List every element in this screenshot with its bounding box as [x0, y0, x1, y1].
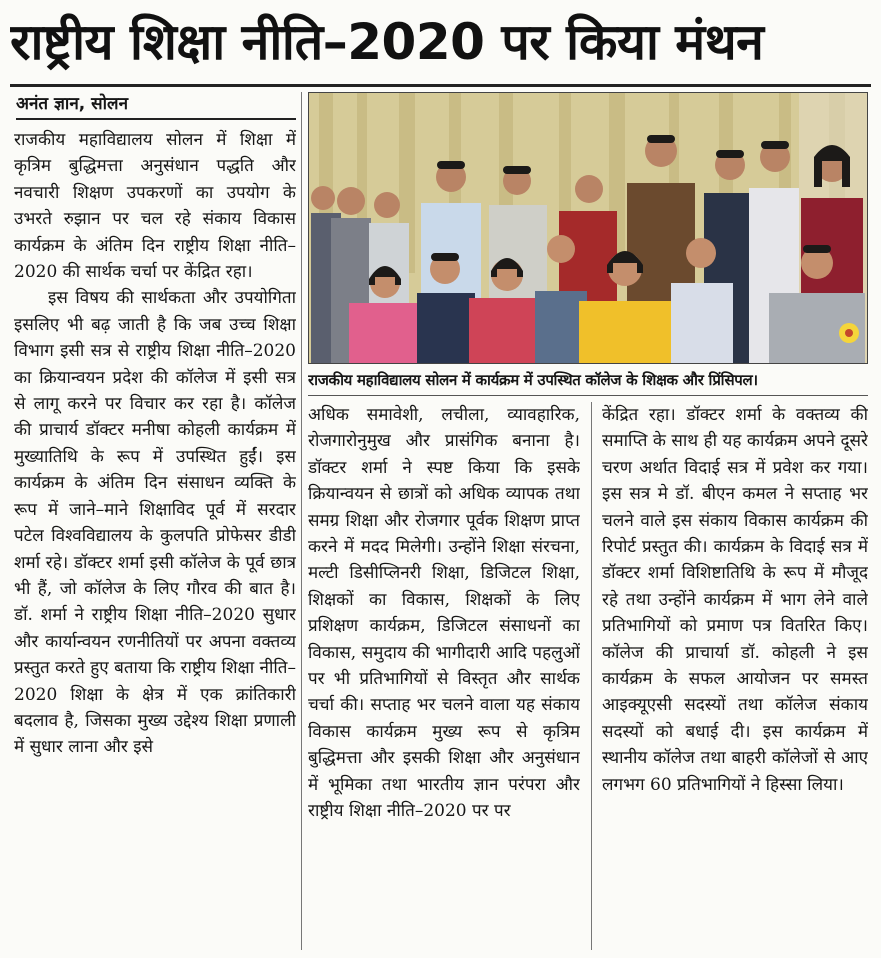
article-column-2: [308, 402, 580, 950]
column-1-paragraph-2: इस विषय की सार्थकता और उपयोगिता इसलिए भी बढ़ जाती है कि जब उच्च शिक्षा विभाग इसी सत्र से राष्ट्रीय शिक्षा नीति–2020 का क्रियान्वयन प्रदेश की कॉलेज में इसी सत्र से लागू करने पर विचार कर रहा है। कॉलेज की प्राचार्य डॉक्टर मनीषा कोहली कार्यक्रम में मुख्यातिथि के रूप में उपस्थित हुईं। इस कार्यक्रम के अंतिम दिन संसाधन व्यक्ति के रूप में जाने–माने शिक्षाविद पूर्व में सरदार पटेल विश्वविद्यालय के कुलपति प्रोफेसर डीडी शर्मा रहे। डॉक्टर शर्मा इसी कॉलेज के पूर्व छात्र भी हैं, जो कॉलेज के लिए गौरव की बात है। डॉ. शर्मा ने राष्ट्रीय शिक्षा नीति–2020 सुधार और कार्यान्वयन रणनीतियों पर अपना वक्तव्य प्रस्तुत करते हुए बताया कि राष्ट्रीय शिक्षा नीति–2020 शिक्षा के क्षेत्र में एक क्रांतिकारी बदलाव है, जिसका मुख्य उद्देश्य शिक्षा प्रणाली में सुधार लाना और इसे: [14, 288, 296, 758]
column-divider-2: [591, 402, 592, 950]
byline: अनंत ज्ञान, सोलन: [16, 94, 128, 114]
column-2-text: अधिक समावेशी, लचीला, व्यावहारिक, रोजगारोनुमुख और प्रासंगिक बनाना है। डॉक्टर शर्मा ने स्पष्ट किया कि इसके क्रियान्वयन से छात्रों को अधिक व्यापक तथा समग्र शिक्षा और रोजगार पूर्वक शिक्षण प्राप्त करने में मदद मिलेगी। उन्होंने शिक्षा संरचना, मल्टी डिसीप्लिनरी शिक्षा, डिजिटल शिक्षा, शिक्षकों का विकास, शिक्षकों के लिए प्रशिक्षण कार्यक्रम, डिजिटल संसाधनों का विकास, समुदाय की भागीदारी आदि पहलुओं पर भी प्रतिभागियों से विस्तृत और सार्थक चर्चा की। सप्ताह भर चलने वाला यह संकाय विकास कार्यक्रम मुख्य रूप से कृत्रिम बुद्धिमत्ता और इसकी शिक्षा और अनुसंधान में भूमिका तथा भारतीय ज्ञान परंपरा और राष्ट्रीय शिक्षा नीति–2020 पर पर: [308, 405, 580, 822]
headline-rule: [10, 84, 871, 87]
article-column-1: [14, 127, 296, 951]
column-divider: [301, 92, 302, 950]
group-photo-illustration: [309, 93, 868, 364]
photo-caption: राजकीय महाविद्यालय सोलन में कार्यक्रम में उपस्थित कॉलेज के शिक्षक और प्रिंसिपल।: [308, 371, 758, 389]
column-3-text: केंद्रित रहा। डॉक्टर शर्मा के वक्तव्य की समाप्ति के साथ ही यह कार्यक्रम अपने दूसरे चरण अर्थात विदाई सत्र में प्रवेश कर गया। इस सत्र मे डॉ. बीएन कमल ने सप्ताह भर चलने वाले इस संकाय विकास कार्यक्रम की रिपोर्ट प्रस्तुत की। कार्यक्रम के विदाई सत्र में डॉक्टर शर्मा विशिष्टातिथि के रूप में मौजूद रहे तथा उन्होंने कार्यक्रम में भाग लेने वाले प्रतिभागियों को प्रमाण पत्र वितरित किए। कॉलेज की प्राचार्या डॉ. कोहली ने इस कार्यक्रम के सफल आयोजन पर समस्त आइक्यूएसी सदस्यों तथा कॉलेज संकाय सदस्यों को बधाई दी। इस कार्यक्रम में स्थानीय कॉलेज तथा बाहरी कॉलेजों से आए लगभग 60 प्रतिभागियों ने हिस्सा लिया।: [602, 405, 868, 795]
headline: राष्ट्रीय शिक्षा नीति–2020 पर किया मंथन: [10, 13, 764, 71]
caption-rule: [308, 395, 868, 396]
byline-rule: [16, 118, 296, 120]
group-photo: [308, 92, 868, 364]
article-column-3: [602, 402, 868, 950]
column-1-paragraph-1: राजकीय महाविद्यालय सोलन में शिक्षा में कृत्रिम बुद्धिमत्ता अनुसंधान पद्धति और नवचारी शिक्षण उपकरणों का उपयोग के उभरते रुझान पर चल रहे संकाय विकास कार्यक्रम के अंतिम दिन राष्ट्रीय शिक्षा नीति–2020 की सार्थक चर्चा पर केंद्रित रहा।: [14, 130, 296, 283]
